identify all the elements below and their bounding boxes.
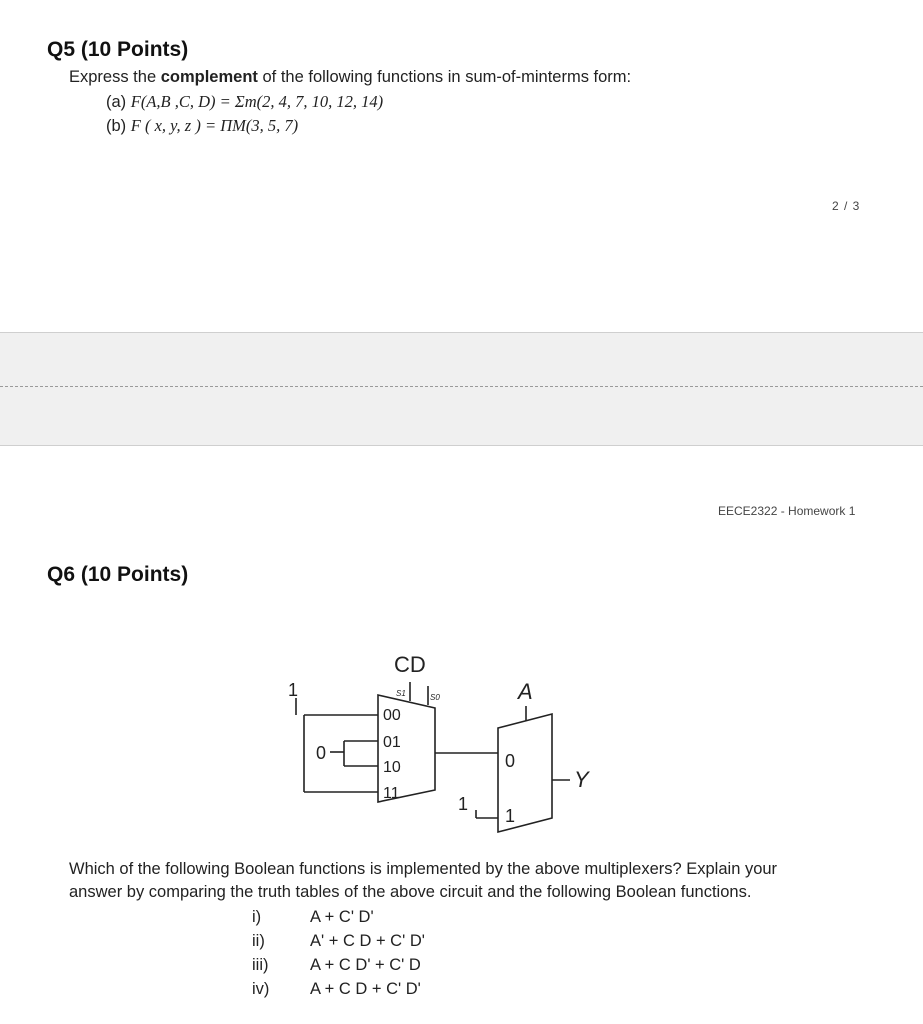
option-item [252, 956, 421, 975]
q5-part-b-expr: F ( x, y, z ) = ΠM(3, 5, 7) [130, 116, 299, 135]
option-item [252, 980, 421, 999]
mux-circuit-diagram [270, 640, 630, 840]
mux2-input-0: 0 [505, 751, 516, 771]
option-number: iv) [252, 980, 270, 998]
option-number: iii) [252, 956, 269, 974]
option-item [252, 908, 374, 927]
select-label-cd: CD [394, 652, 426, 677]
q6-question-line2: answer by comparing the truth tables of the above circuit and the following Boolean functions. [69, 883, 752, 901]
q5-prompt-post: of the following functions in sum-of-minterms form: [257, 68, 632, 86]
mux-input-11: 11 [383, 785, 400, 802]
q5-part-b [106, 116, 298, 136]
q6-title: Q6 (10 Points) [47, 563, 189, 586]
select-label-a: A [518, 679, 533, 704]
q5-title: Q5 (10 Points) [47, 38, 189, 61]
q5-part-a-expr: F(A,B ,C, D) = Σm(2, 4, 7, 10, 12, 14) [130, 92, 384, 111]
mux-input-00: 00 [383, 707, 401, 724]
q5-prompt [69, 68, 631, 87]
input-one-left: 1 [288, 680, 299, 700]
q5-part-a-label: (a) [106, 93, 131, 111]
input-one-mid: 1 [458, 794, 469, 814]
option-expr: A + C D' + C' D [310, 956, 421, 974]
option-expr: A + C' D' [310, 908, 374, 926]
option-expr: A + C D + C' D' [310, 980, 421, 998]
s0-label: S0 [430, 693, 440, 702]
q5-prompt-bold: complement [160, 68, 258, 86]
option-number: ii) [252, 932, 265, 950]
q5-prompt-pre: Express the [69, 68, 161, 86]
mux-input-01: 01 [383, 734, 401, 751]
header-right: EECE2322 - Homework 1 [718, 504, 856, 518]
option-expr: A' + C D + C' D' [310, 932, 425, 950]
option-item [252, 932, 425, 951]
q5-part-b-label: (b) [106, 117, 131, 135]
output-label-y: Y [574, 767, 589, 792]
input-zero-left: 0 [316, 743, 327, 763]
page-gap [0, 332, 923, 446]
s1-label: S1 [396, 689, 406, 698]
mux-input-10: 10 [383, 759, 401, 776]
q5-part-a [106, 92, 383, 112]
page-break-line [0, 386, 923, 387]
option-number: i) [252, 908, 262, 926]
q6-question-line1: Which of the following Boolean functions is implemented by the above multiplexers? Explain your [69, 860, 778, 878]
mux2-input-1: 1 [505, 806, 516, 826]
page-number: 2 / 3 [832, 199, 861, 213]
